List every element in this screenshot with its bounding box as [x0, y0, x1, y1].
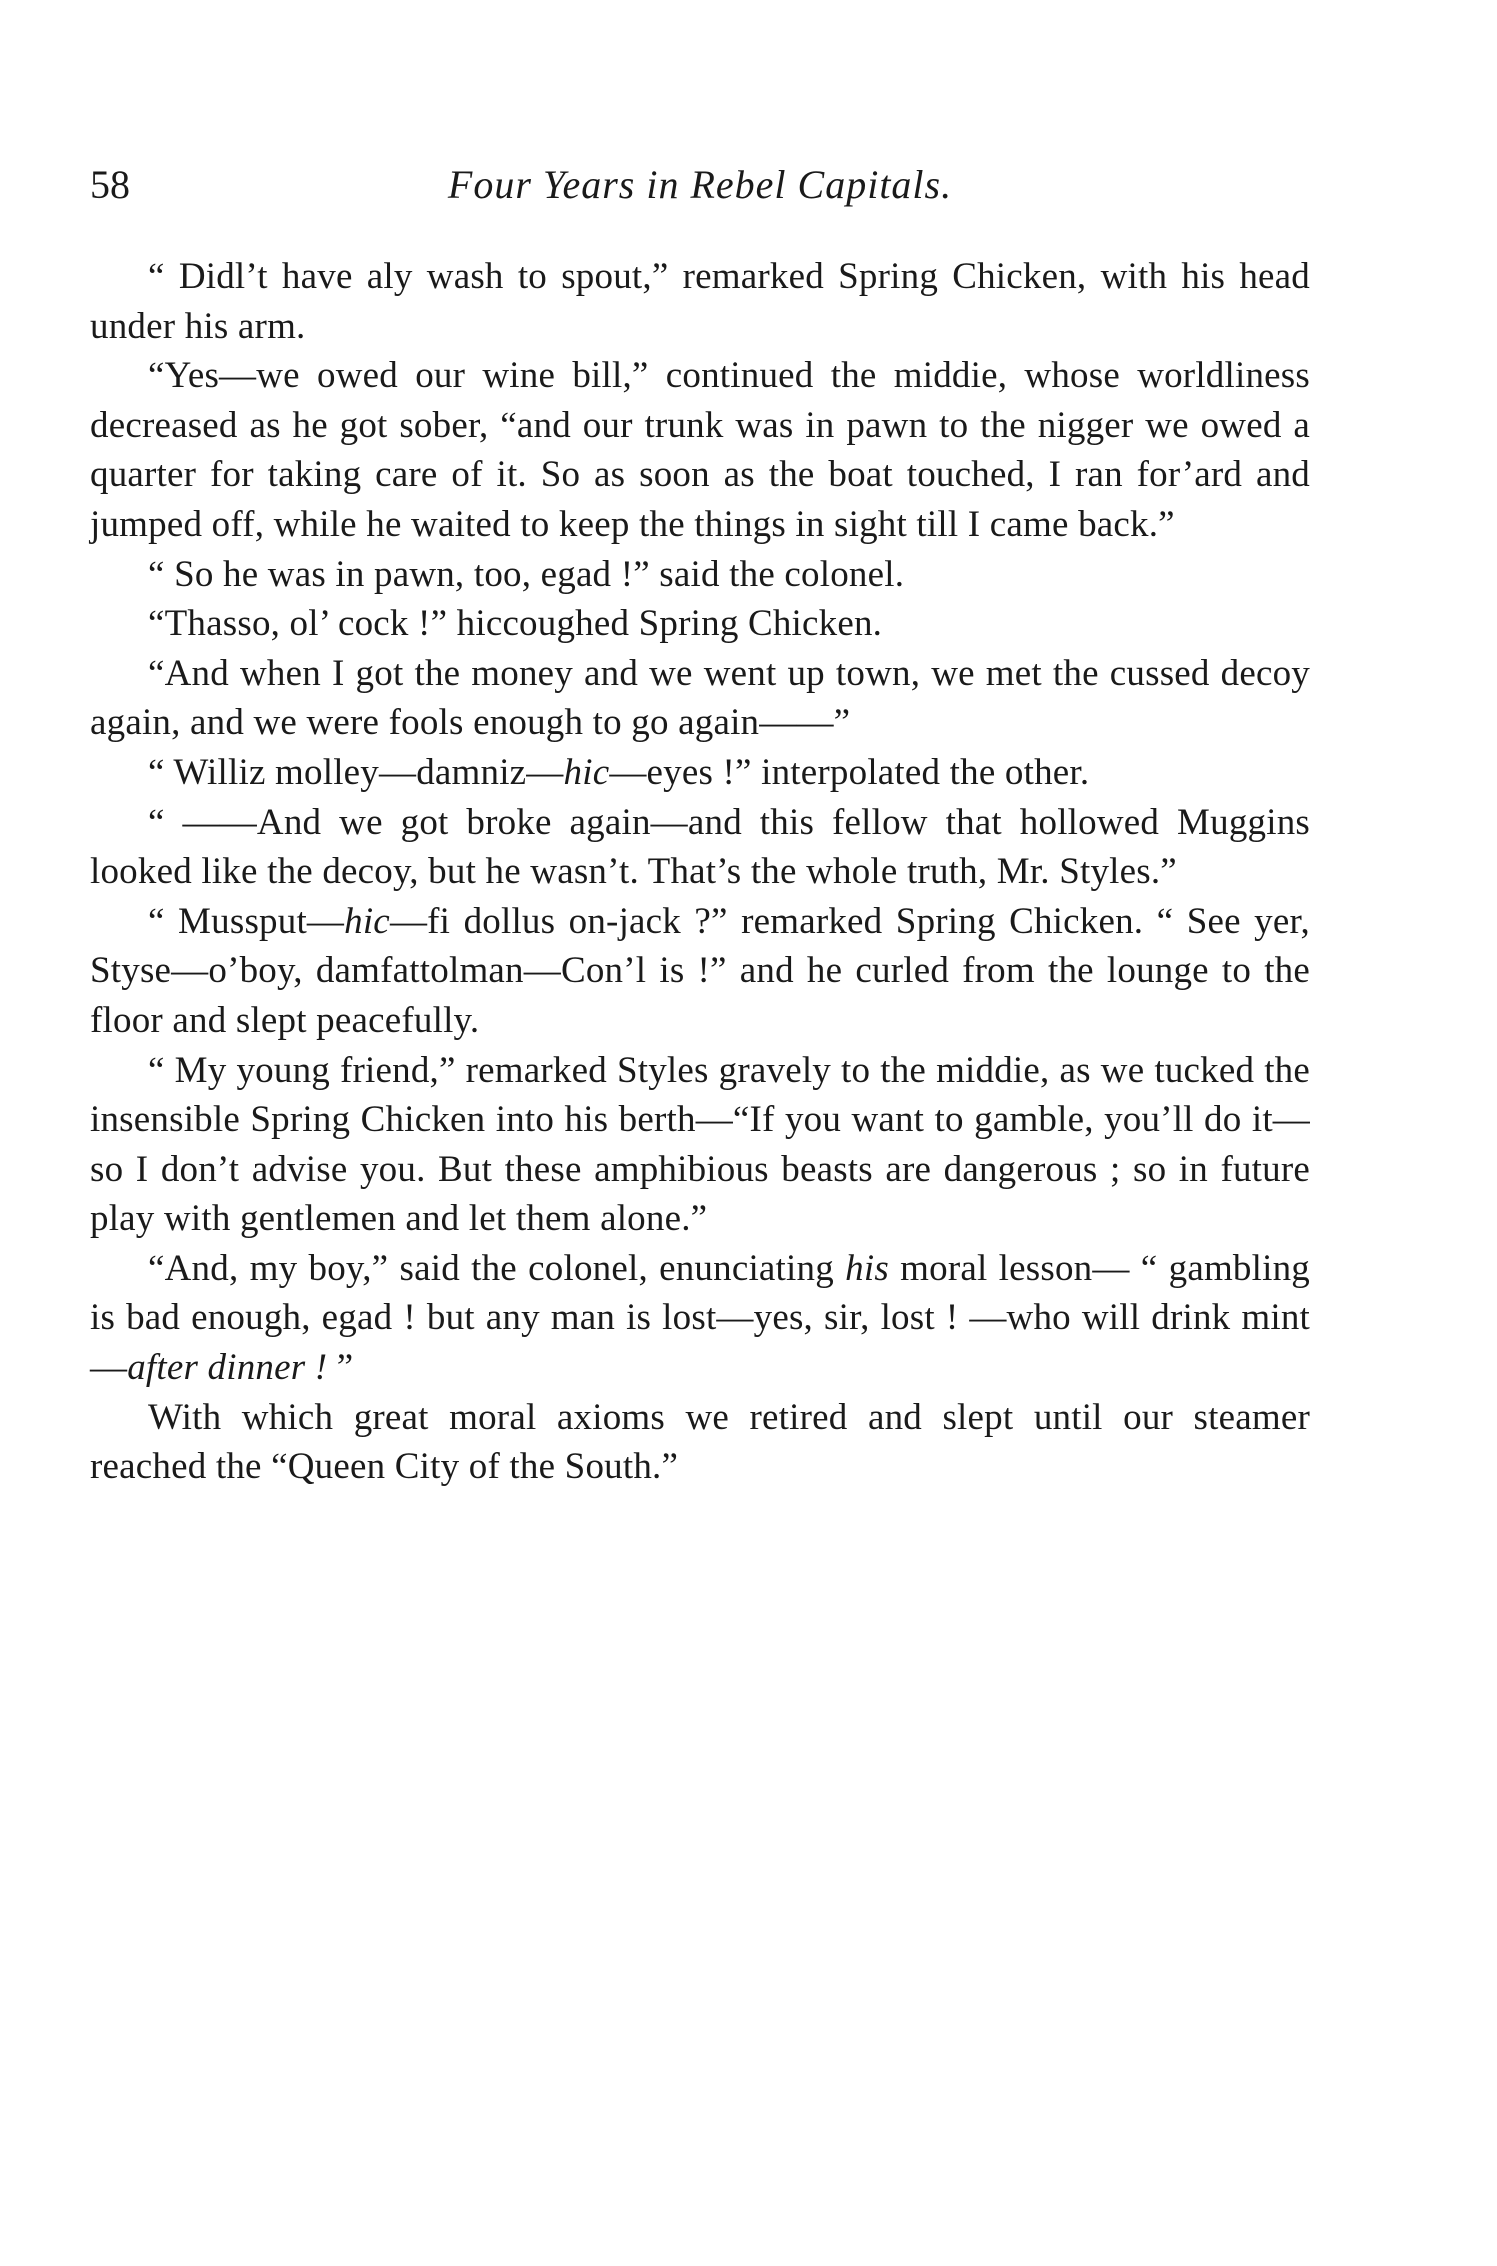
paragraph-text: —fi dollus on-jack ?” remarked Spring Chicken. “ See yer, Styse—o’boy, damfattolman—Con’l is !” and he curled from the lounge to the floor and slept peacefully. [90, 900, 1310, 1041]
paragraph-p5 [90, 649, 1310, 748]
paragraph-p8 [90, 897, 1310, 1046]
paragraph-text: “Yes—we owed our wine bill,” continued the middie, whose worldliness decreased as he got sober, “and our trunk was in pawn to the nigger we owed a quarter for taking care of it. So as soon as the boat touched, I ran for’ard and jumped off, while he waited to keep the things in sight till I came back.” [90, 355, 1310, 545]
paragraph-p10 [90, 1244, 1310, 1393]
paragraph-text: “And, my boy,” said the colonel, enunciating [148, 1247, 846, 1289]
running-title: Four Years in Rebel Capitals. [447, 162, 953, 207]
paragraph-p3 [90, 550, 1310, 600]
paragraph-text: moral lesson— “ gambling is bad enough, egad ! but any man is lost—yes, sir, lost ! —who will drink mint— [90, 1247, 1310, 1389]
italic-text: hic [344, 900, 390, 942]
paragraph-text: —eyes !” interpolated the other. [609, 751, 1090, 793]
paragraph-p11 [90, 1393, 1310, 1492]
paragraph-text: “And when I got the money and we went up town, we met the cussed decoy again, and we were fools enough to go again——” [90, 652, 1310, 744]
page-number: 58 [90, 162, 130, 207]
paragraph-text: “ Didl’t have aly wash to spout,” remarked Spring Chicken, with his head under his arm. [90, 256, 1310, 347]
paragraph-text: “ ——And we got broke again—and this fellow that hollowed Muggins looked like the decoy, but he wasn’t. That’s the whole truth, Mr. Styles.” [90, 801, 1310, 893]
italic-text: hic [563, 751, 610, 793]
body-text [90, 252, 1310, 1492]
paragraph-text: “ Williz molley—damniz— [148, 751, 564, 793]
paragraph-p1 [90, 252, 1310, 351]
paragraph-text: With which great moral axioms we retired and slept until our steamer reached the “Queen City of the South.” [90, 1396, 1310, 1488]
paragraph-text: “ Mussput— [148, 900, 345, 942]
paragraph-p6 [90, 748, 1310, 798]
italic-text: his [845, 1247, 889, 1289]
paragraph-text: “ My young friend,” remarked Styles gravely to the middie, as we tucked the insensible Spring Chicken into his berth—“If you want to gamble, you’ll do it—so I don’t advise you. But these amphibious beasts are dangerous ; so in future play with gentlemen and let them alone.” [90, 1049, 1310, 1240]
paragraph-p7 [90, 798, 1310, 897]
paragraph-p4 [90, 599, 1310, 649]
paragraph-p2 [90, 351, 1310, 549]
paragraph-text: “Thasso, ol’ cock !” hiccoughed Spring Chicken. [148, 603, 883, 645]
paragraph-text: ” [327, 1347, 354, 1389]
paragraph-text: “ So he was in pawn, too, egad !” said the colonel. [148, 553, 905, 595]
running-head [90, 160, 1310, 210]
paragraph-p9 [90, 1046, 1310, 1244]
italic-text: after dinner ! [127, 1347, 328, 1389]
